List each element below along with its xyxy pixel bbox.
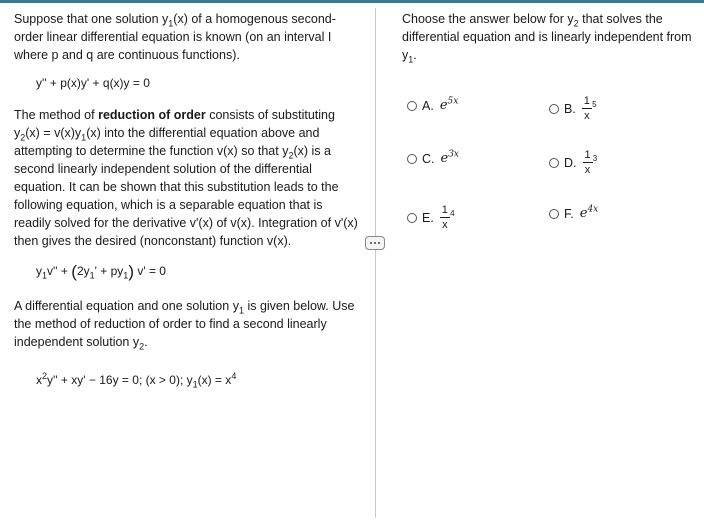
- given-equation: $x^2y'' + xy' - 16y = 0$; (x > 0); $y_1(x) = x^4$: [36, 371, 237, 390]
- option-f[interactable]: F. $e^{4x}$: [549, 206, 598, 221]
- radio-button[interactable]: [407, 101, 417, 111]
- method-text: The method of reduction of order consists of substituting $y_2(x) = v(x)y_1(x)$ into the differential equation above and attempting to determine the function v(x) so that $y_2(x)$ is a second linearly independent solution of the differential equation. It can be shown that this substitution leads to the following equation, which is a separable equation that is readily solved for the derivative v'(x) of v(x). Integration of v'(x) then gives the desired (nonconstant) function v(x).: [14, 108, 358, 248]
- radio-button[interactable]: [549, 158, 559, 168]
- task-text: A differential equation and one solution $y_1$ is given below. Use the method of reduction of order to find a second linearly independent solution $y_2$.: [14, 299, 355, 352]
- panel-divider: [375, 8, 376, 518]
- radio-button[interactable]: [407, 213, 417, 223]
- option-a[interactable]: A. $e^{5x}$: [407, 98, 458, 113]
- panel-resize-handle[interactable]: [365, 236, 385, 250]
- radio-button[interactable]: [407, 154, 417, 164]
- radio-button[interactable]: [549, 104, 559, 114]
- option-b[interactable]: B. 1 x 5: [549, 95, 592, 122]
- intro-text: Suppose that one solution $y_1(x)$ of a homogenous second-order linear differential equation is known (on an interval I where p and q are continuous functions).: [14, 12, 336, 62]
- option-c[interactable]: C. $e^{3x}$: [407, 151, 459, 166]
- general-equation: y'' + p(x)y' + q(x)y = 0: [36, 76, 150, 90]
- top-accent-bar: [0, 0, 704, 3]
- option-d[interactable]: D. 1 x 3: [549, 149, 593, 176]
- answer-prompt: Choose the answer below for $y_2$ that solves the differential equation and is linearly independent from $y_1$.: [402, 12, 692, 65]
- option-e[interactable]: E. 1 x 4: [407, 204, 450, 231]
- radio-button[interactable]: [549, 209, 559, 219]
- question-panel: [14, 10, 359, 389]
- separable-equation: $y_1v'' + (2y_1' + py_1) v' = 0$: [36, 262, 166, 281]
- answer-panel: [402, 10, 692, 64]
